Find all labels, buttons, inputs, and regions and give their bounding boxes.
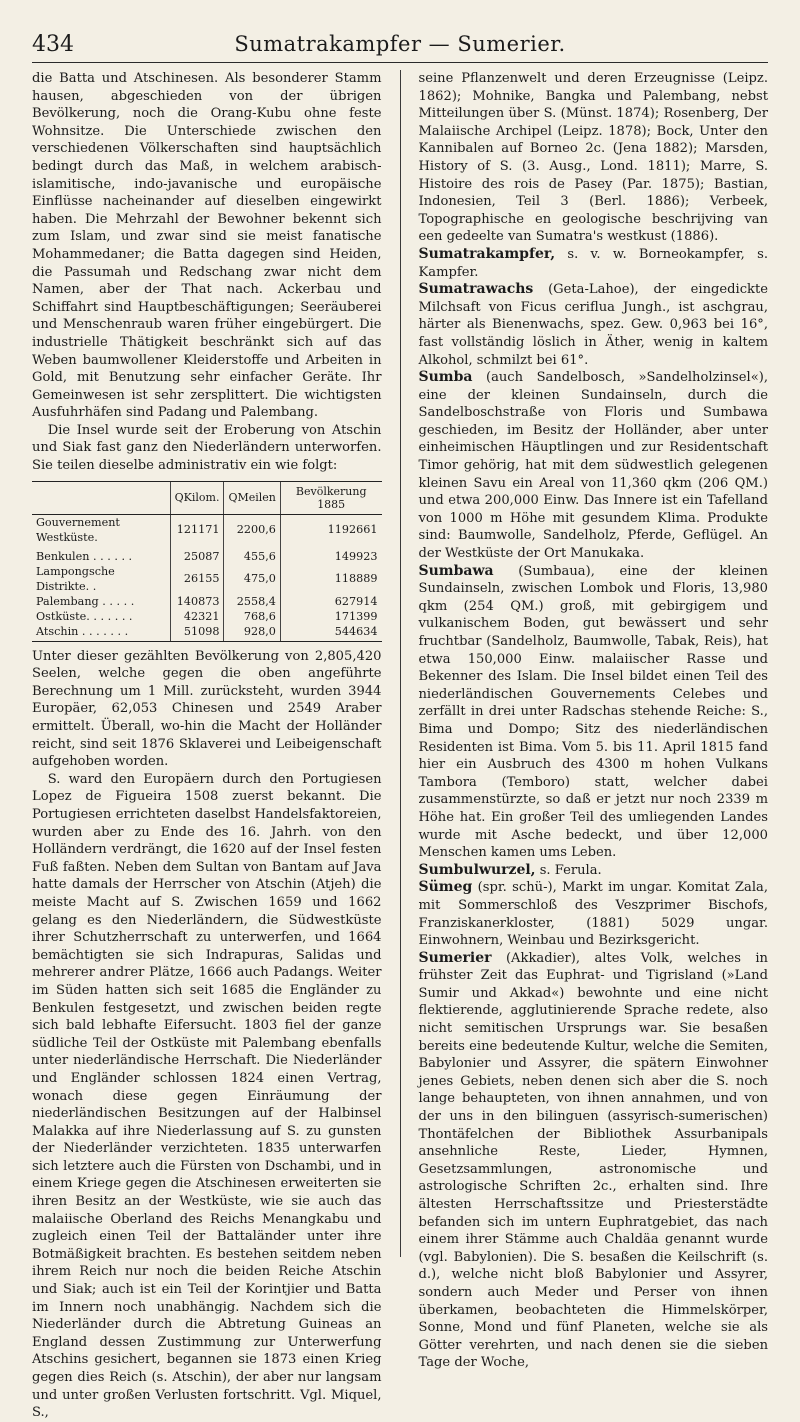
table-row	[32, 624, 382, 642]
table-header-row	[32, 481, 382, 514]
paragraph: seine Pflanzenwelt und deren Erzeugnisse (Leipz. 1862); Mohnike, Bangka und Palembang, nebst Mitteilungen über S. (Münst. 1874); Rosenberg, Der Malaiische Archipel (Leipz. 1878); Bock, Unter den Kannibalen auf Borneo 2c. (Jena 1882); Marsden, History of S. (3. Ausg., Lond. 1811); Marre, S. Histoire des rois de Pasey (Par. 1875); Bastian, Indonesien, Teil 3 (Berl. 1886); Verbeek, Topographische en geologische beschrijving van een gedeelte van Sumatra's westkust (1886).	[418, 71, 768, 245]
page-number: 434	[32, 31, 74, 57]
headword: Sümeg	[418, 879, 473, 896]
text-columns	[32, 70, 768, 1421]
headword: Sumatrakampfer,	[418, 245, 556, 262]
entry-text: (Akkadier), altes Volk, welches in frühster Zeit das Euphrat- und Tigrisland (»Land Sumir und Akkad«) bewohnte und eine nicht flektierende, agglutinierende Sprache redete, also nicht semitischen Ursprungs war. Sie besaßen bereits eine bedeutende Kultur, welche die Semiten, Babylonier und Assyrer, die spätern Einwohner jenes Gebiets, neben denen sich aber die S. noch lange behaupteten, von ihnen annahmen, und von der uns in den bilinguen (assyrisch-sumerischen) Thontäfelchen der Bibliothek Assurbanipals ansehnliche Reste, Lieder, Hymnen, Gesetzsammlungen, astronomische und astrologische Schriften 2c., erhalten sind. Ihre ältesten Herrschaftssitze und Priesterstädte befanden sich im untern Euphratgebiet, das nach einem ihrer Stämme auch Chaldäa genannt wurde (vgl. Babylonien). Die S. besaßen die Keilschrift (s. d.), welche nicht bloß Babylonier und Assyrer, sondern auch Meder und Perser von ihnen überkamen, beobachteten die Himmelskörper, Sonne, Mond und fünf Planeten, welche sie als Götter verehrten, und nach denen sie die sieben Tage der Woche,	[418, 950, 768, 1371]
entry-sumbawa	[419, 563, 769, 862]
paragraph: die Batta und Atschinesen. Als besonderer Stamm hausen, abgeschieden von der übrigen Bevölkerung, noch die Orang-Kubu ohne feste Wohnsitze. Die Unterschiede zwischen den verschiedenen Völkerschaften sind hauptsächlich bedingt durch das Maß, in welchem arabisch-islamitische, indo-javanische und europäische Einflüsse nacheinander auf dieselben eingewirkt haben. Die Mehrzahl der Bewohner bekennt sich zum Islam, und zwar sind sie meist fanatische Mohammedaner; die Batta dagegen sind Heiden, die Passumah und Redschang zwar nicht dem Namen, aber der That nach. Ackerbau und Schiffahrt sind Hauptbeschäftigungen; Seeräuberei und Menschenraub waren früher eingebürgert. Die industrielle Thätigkeit beschränkt sich auf das Weben baumwollener Kleiderstoffe und Arbeiten in Gold, mit Benutzung sehr einfacher Geräte. Ihr Gemeinwesen ist sehr zersplittert. Die wichtigsten Ausfuhrhäfen sind Padang und Palembang.	[32, 71, 382, 421]
entry-sumba	[419, 369, 769, 563]
right-column	[418, 70, 769, 1371]
table-cell: 51098	[170, 624, 224, 642]
running-title: Sumatrakampfer — Sumerier.	[234, 32, 566, 56]
table-cell: 544634	[280, 624, 381, 642]
paragraph: Die Insel wurde seit der Eroberung von Atschin und Siak fast ganz den Niederländern unterworfen. Sie teilen dieselbe administrativ ein wie folgt:	[32, 422, 382, 474]
entry-text: (auch Sandelbosch, »Sandelholzinsel«), eine der kleinen Sundainseln, durch die Sandelboschstraße von Floris und Sumbawa geschieden, im Besitz der Holländer, aber unter einheimischen Häuptlingen und zur Residentschaft Timor gehörig, hat mit dem südwestlich gelegenen kleinen Savu ein Areal von 11,360 qkm (206 QM.) und etwa 200,000 Einw. Das Innere ist ein Tafelland von 1000 m Höhe mit gesundem Klima. Produkte sind: Baumwolle, Sandelholz, Pferde, Geflügel. An der Westküste der Ort Manukaka.	[418, 370, 768, 562]
headword: Sumatrawachs	[418, 281, 534, 298]
paragraph: S. ward den Europäern durch den Portugiesen Lopez de Figueira 1508 zuerst bekannt. Die Portugiesen errichteten daselbst Handelsfaktoreien, wurden aber zu Ende des 16. Jahrh. von den Holländern verdrängt, die 1620 auf der Insel festen Fuß faßten. Neben dem Sultan von Bantam auf Java hatte damals der Herrscher von Atschin (Atjeh) die meiste Macht auf S. Zwischen 1659 und 1662 gelang es den Niederländern, die Südwestküste ihrer Schutzherrschaft zu unterwerfen, und 1664 bemächtigten sie sich Indrapuras, Salidas und mehrerer andrer Plätze, 1666 auch Padangs. Weiter im Süden hatten sich seit 1685 die Engländer zu Benkulen festgesetzt, und zwischen beiden regte sich bald lebhafte Eifersucht. 1803 fiel der ganze südliche Teil der Ostküste mit Palembang ebenfalls unter niederländische Herrschaft. Die Niederländer und Engländer schlossen 1824 einen Vertrag, wonach diese gegen Einräumung der niederländischen Besitzungen auf der Halbinsel Malakka auf ihre Niederlassung auf S. zu gunsten der Niederländer verzichteten. 1835 unterwarfen sich letztere auch die Fürsten von Dschambi, und in einem Kriege gegen die Atschinesen erweiterten sie ihren Besitz an der Westküste, wie sie auch das malaiische Oberland des Reichs Menangkabu und zugleich einen Teil der Battaländer unter ihre Botmäßigkeit brachten. Es bestehen seitdem neben ihrem Reich nur noch die beiden Reiche Atschin und Siak; auch ist ein Teil der Korintjier und Batta im Innern noch unabhängig. Nachdem sich die Niederländer durch die Abtretung Guineas an England dessen Zustimmung zur Unterwerfung Atschins gesichert, begannen sie 1873 einen Krieg gegen dies Reich (s. Atschin), der aber nur langsam und unter großen Verlusten fortschritt. Vgl. Miquel, S.,	[32, 771, 382, 1421]
table-row	[32, 545, 382, 564]
table-cell: Benkulen . . . . . .	[36, 549, 133, 563]
table-row	[32, 514, 382, 545]
left-column	[32, 70, 382, 1421]
table-header: Bevölkerung 1885	[280, 481, 381, 514]
headword: Sumerier	[418, 949, 492, 966]
table-header: QMeilen	[224, 481, 280, 514]
entry-sumatrawachs	[419, 281, 769, 369]
table-cell: 42321	[170, 609, 224, 624]
entry-text: s. v. w. Borneokampfer, s. Kampfer.	[418, 246, 768, 280]
table-row	[32, 594, 382, 609]
table-cell: 928,0	[224, 624, 280, 642]
table-header	[32, 481, 170, 514]
table-cell: 25087	[170, 545, 224, 564]
page-header	[32, 26, 768, 63]
table-header: QKilom.	[170, 481, 224, 514]
entry-sumeg	[419, 879, 769, 949]
table-cell: Ostküste. . . . . . .	[36, 609, 133, 623]
headword: Sumbulwurzel,	[418, 861, 536, 878]
table-cell: 1192661	[280, 514, 381, 545]
table-cell: 2200,6	[224, 514, 280, 545]
table-cell: 627914	[280, 594, 381, 609]
table-cell: Lampongsche Distrikte. .	[36, 564, 115, 593]
table-cell: 140873	[170, 594, 224, 609]
entry-text: s. Ferula.	[535, 862, 602, 878]
table-cell: Gouvernement Westküste.	[36, 515, 120, 544]
entry-text: (Sumbaua), eine der kleinen Sundainseln, zwischen Lombok und Floris, 13,980 qkm (254 QM.) groß, mit gebirgigem und vulkanischem Boden, gut bewässert und sehr fruchtbar (Sandelholz, Baumwolle, Tabak, Reis), hat etwa 150,000 Einw. malaiischer Rasse und Bekenner des Islam. Die Insel bildet einen Teil des niederländischen Gouvernements Celebes und zerfällt in drei unter Radschas stehende Reiche: S., Bima und Dompo; Sitz des niederländischen Residenten ist Bima. Vom 5. bis 11. April 1815 fand hier ein Ausbruch des 4300 m hohen Vulkans Tambora (Temboro) statt, welcher dabei zusammenstürzte, so daß er jetzt nur noch 2339 m Höhe hat. Ein großer Teil des umliegenden Landes wurde mit Asche bedeckt, und über 12,000 Menschen kamen ums Leben.	[418, 563, 768, 861]
table-cell: 768,6	[224, 609, 280, 624]
table-cell: 149923	[280, 545, 381, 564]
table-cell: 121171	[170, 514, 224, 545]
table-cell: 171399	[280, 609, 381, 624]
table-body	[32, 514, 382, 641]
column-divider	[400, 70, 401, 1257]
headword: Sumba	[418, 369, 473, 386]
table-cell: 118889	[280, 564, 381, 594]
table-row	[32, 564, 382, 594]
table-cell: 2558,4	[224, 594, 280, 609]
table-cell: 475,0	[224, 564, 280, 594]
population-table	[32, 481, 382, 642]
table-cell: 26155	[170, 564, 224, 594]
entry-sumbulwurzel	[419, 862, 769, 880]
entry-text: (spr. schü-), Markt im ungar. Komitat Zala, mit Sommerschloß des Veszprimer Bischofs, Franziskanerkloster, (1881) 5029 ungar. Einwohnern, Weinbau und Bezirksgericht.	[418, 880, 768, 949]
entry-sumerier	[419, 950, 769, 1372]
entry-sumatrakampfer	[419, 246, 769, 281]
table-row	[32, 609, 382, 624]
table-cell: Palembang . . . . .	[36, 594, 135, 608]
paragraph: Unter dieser gezählten Bevölkerung von 2,805,420 Seelen, welche gegen die oben angeführte Berechnung um 1 Mill. zurücksteht, wurden 3944 Europäer, 62,053 Chinesen und 2549 Araber ermittelt. Überall, wo-hin die Macht der Holländer reicht, sind seit 1876 Sklaverei und Leibeigenschaft aufgehoben worden.	[32, 648, 382, 770]
entry-text: (Geta-Lahoe), der eingedickte Milchsaft von Ficus ceriflua Jungh., ist aschgrau, härter als Bienenwachs, spez. Gew. 0,963 bei 16°, fast vollständig löslich in Äther, wenig in kaltem Alkohol, schmilzt bei 61°.	[418, 282, 768, 368]
headword: Sumbawa	[418, 562, 494, 579]
table-cell: 455,6	[224, 545, 280, 564]
table-cell: Atschin . . . . . . .	[32, 624, 170, 642]
